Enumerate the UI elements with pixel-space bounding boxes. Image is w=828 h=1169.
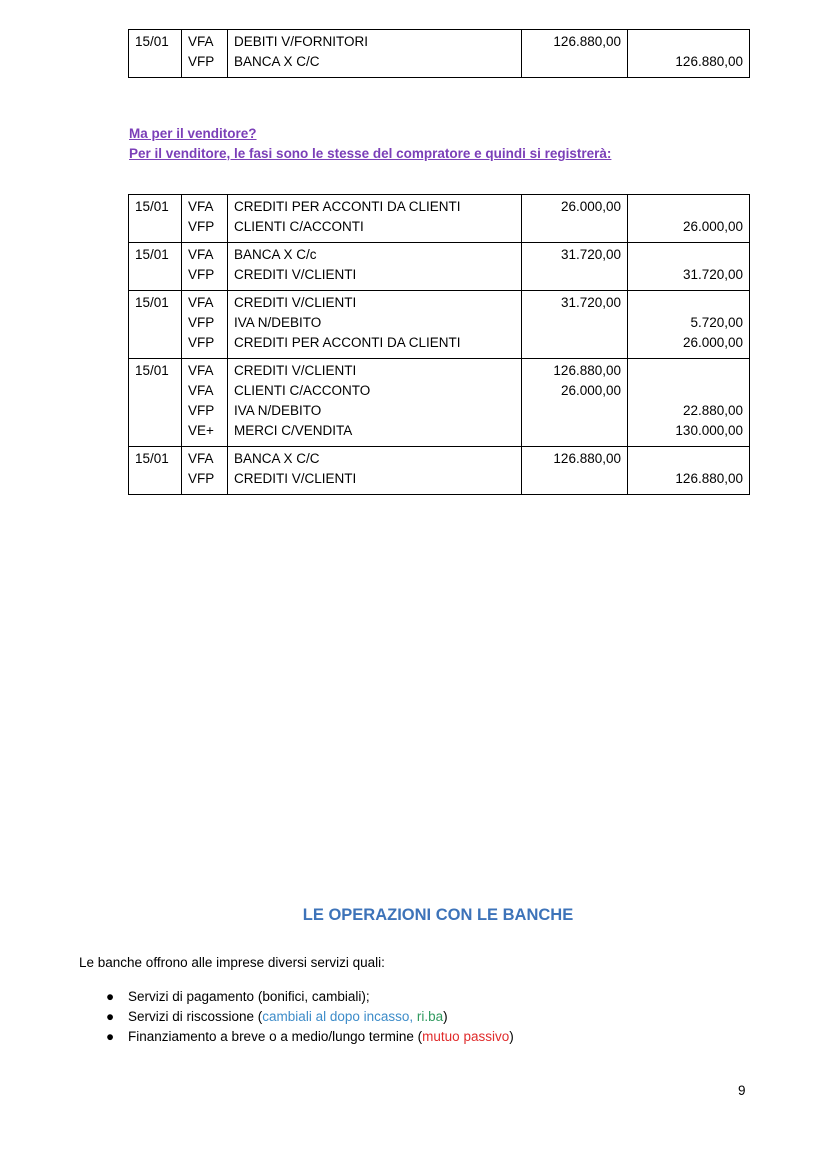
bullet-icon: ● [106,1029,115,1044]
entry-code: VFP [188,219,215,234]
entry-account: DEBITI V/FORNITORI [234,34,369,49]
entry-debit-cell [522,359,628,447]
entry-account-cell [228,359,522,447]
entry-debit-amount [528,217,621,237]
entry-debit-cell [522,243,628,291]
service-text: Finanziamento a breve o a medio/lungo termine ( [128,1029,423,1044]
service-item [79,1027,514,1047]
entry-account: CLIENTI C/ACCONTI [234,219,364,234]
entry-debit-amount [528,52,621,72]
journal-entry-row [129,359,750,447]
entry-account-cell [228,447,522,495]
entry-account: CREDITI V/CLIENTI [234,471,357,486]
seller-explanation: Per il venditore, le fasi sono le stesse del compratore e quindi si registrerà: [129,146,612,161]
entry-code: VFA [188,383,214,398]
entry-account-cell [228,291,522,359]
entry-debit-amount: 26.000,00 [560,383,621,398]
journal-table-buyer [128,29,750,78]
service-text: Servizi di pagamento (bonifici, cambiali); [128,989,370,1004]
entry-credit-amount [634,361,743,381]
entry-debit-amount [528,469,621,489]
entry-account: CLIENTI C/ACCONTO [234,383,371,398]
entry-debit-amount [528,265,621,285]
entry-debit-cell [522,291,628,359]
journal-entry-row [129,447,750,495]
entry-date: 15/01 [129,359,182,447]
journal-entry-row [129,291,750,359]
entry-code: VFA [188,363,214,378]
entry-code: VE+ [188,423,214,438]
entry-credit-amount [634,32,743,52]
entry-code: VFP [188,403,215,418]
entry-date: 15/01 [129,30,182,78]
entry-code: VFP [188,54,215,69]
entry-account: CREDITI PER ACCONTI DA CLIENTI [234,335,461,350]
entry-code-cell [182,243,228,291]
entry-credit-amount: 26.000,00 [682,219,743,234]
entry-code-cell [182,291,228,359]
entry-code: VFP [188,315,215,330]
entry-date: 15/01 [129,195,182,243]
entry-credit-cell [628,30,750,78]
entry-debit-amount: 126.880,00 [553,363,621,378]
entry-account: BANCA X C/C [234,451,320,466]
entry-debit-amount: 31.720,00 [560,295,621,310]
entry-date: 15/01 [129,447,182,495]
entry-debit-cell [522,30,628,78]
highlighted-text: cambiali al dopo incasso, [262,1009,417,1024]
entry-credit-amount [634,449,743,469]
journal-entry-row [129,30,750,78]
entry-code: VFA [188,295,214,310]
entry-debit-amount [528,401,621,421]
entry-date: 15/01 [129,291,182,359]
entry-account-cell [228,243,522,291]
entry-code-cell [182,30,228,78]
entry-credit-cell [628,447,750,495]
entry-debit-amount: 126.880,00 [553,34,621,49]
seller-question: Ma per il venditore? [129,126,257,141]
entry-code-cell [182,195,228,243]
service-text: Servizi di riscossione ( [128,1009,263,1024]
entry-date: 15/01 [129,243,182,291]
entry-debit-amount [528,421,621,441]
entry-credit-amount [634,293,743,313]
entry-credit-amount: 126.880,00 [675,471,743,486]
section-intro: Le banche offrono alle imprese diversi servizi quali: [79,955,385,970]
entry-debit-amount: 126.880,00 [553,451,621,466]
entry-account-cell [228,195,522,243]
entry-credit-amount: 130.000,00 [675,423,743,438]
entry-code: VFA [188,247,214,262]
entry-code: VFA [188,451,214,466]
entry-code-cell [182,447,228,495]
entry-code: VFP [188,335,215,350]
section-title: LE OPERAZIONI CON LE BANCHE [302,906,574,924]
bullet-icon: ● [106,1009,115,1024]
entry-credit-amount [634,245,743,265]
entry-code: VFA [188,199,214,214]
entry-credit-amount: 31.720,00 [682,267,743,282]
entry-code: VFP [188,267,215,282]
entry-debit-cell [522,195,628,243]
page-number: 9 [738,1083,746,1098]
service-text: ) [443,1009,448,1024]
journal-entry-row [129,195,750,243]
entry-code: VFA [188,34,214,49]
seller-heading [129,124,611,164]
entry-credit-cell [628,195,750,243]
entry-account: BANCA X C/C [234,54,320,69]
service-item [79,1007,514,1027]
entry-account: MERCI C/VENDITA [234,423,353,438]
service-item [79,987,514,1007]
entry-debit-amount [528,333,621,353]
entry-credit-cell [628,243,750,291]
journal-table-body [129,195,750,495]
entry-credit-amount: 26.000,00 [682,335,743,350]
entry-debit-amount: 31.720,00 [560,247,621,262]
entry-code-cell [182,359,228,447]
journal-table-body [129,30,750,78]
bullet-icon: ● [106,989,115,1004]
entry-account: IVA N/DEBITO [234,403,322,418]
entry-credit-amount: 126.880,00 [675,54,743,69]
entry-credit-amount [634,197,743,217]
entry-credit-amount: 22.880,00 [682,403,743,418]
journal-table-seller [128,194,750,495]
entry-account: CREDITI PER ACCONTI DA CLIENTI [234,199,461,214]
entry-account: CREDITI V/CLIENTI [234,295,357,310]
entry-credit-cell [628,359,750,447]
services-list [79,987,514,1047]
highlighted-text: ri.ba [416,1009,444,1024]
entry-account: BANCA X C/c [234,247,317,262]
entry-debit-amount: 26.000,00 [560,199,621,214]
highlighted-text: mutuo passivo [422,1029,510,1044]
entry-account: CREDITI V/CLIENTI [234,363,357,378]
entry-account-cell [228,30,522,78]
service-text: ) [509,1029,514,1044]
entry-account: CREDITI V/CLIENTI [234,267,357,282]
entry-credit-cell [628,291,750,359]
entry-account: IVA N/DEBITO [234,315,322,330]
entry-debit-cell [522,447,628,495]
entry-credit-amount: 5.720,00 [690,315,743,330]
entry-credit-amount [634,381,743,401]
journal-entry-row [129,243,750,291]
entry-code: VFP [188,471,215,486]
entry-debit-amount [528,313,621,333]
